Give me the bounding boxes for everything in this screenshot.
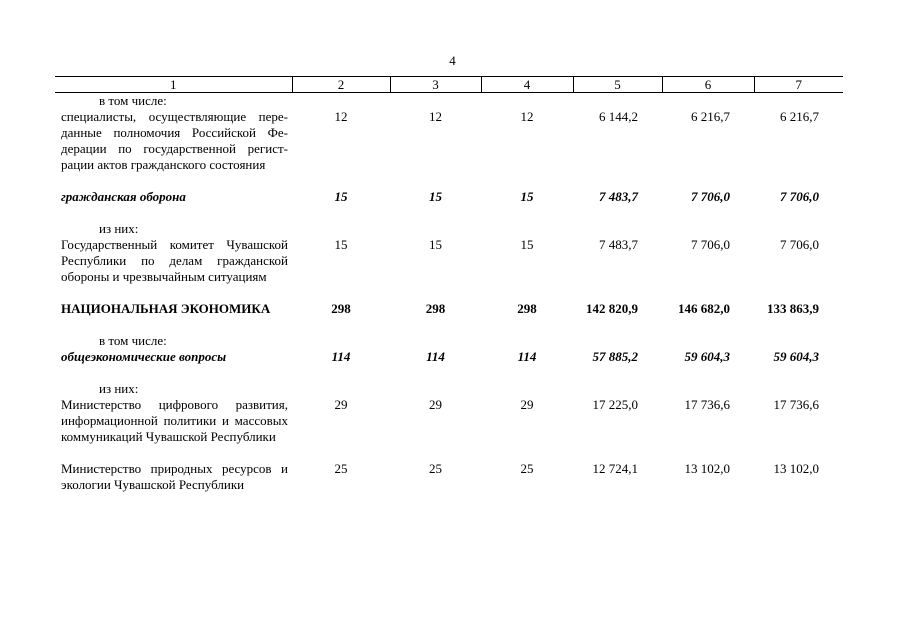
value-cell: 298	[517, 301, 537, 316]
row-name: Государственный комитет Чувашской Республики по делам гражданской обороны и чрезвычайным ситуациям	[61, 237, 288, 284]
value-cell: 298	[331, 301, 351, 316]
table-row	[55, 189, 843, 205]
value-cell: 25	[334, 461, 348, 476]
page-number: 4	[449, 53, 456, 68]
row-name: гражданская оборона	[61, 189, 186, 204]
row-subheading-cell	[55, 333, 292, 349]
column-header: 1	[55, 77, 292, 93]
table-row	[55, 109, 843, 173]
row-subheading-cell	[55, 381, 292, 397]
column-header: 6	[662, 77, 754, 93]
value-cell: 6 216,7	[691, 109, 730, 124]
value-cell: 114	[331, 349, 351, 364]
value-cell: 6 216,7	[780, 109, 819, 124]
column-header: 3	[390, 77, 481, 93]
value-cell: 17 225,0	[592, 397, 638, 412]
value-cell: 15	[520, 189, 534, 204]
value-cell: 6 144,2	[599, 109, 638, 124]
value-cell: 142 820,9	[586, 301, 638, 316]
value-cell: 7 706,0	[691, 189, 730, 204]
table-row	[55, 349, 843, 365]
table-row	[55, 93, 843, 110]
row-subheading: в том числе:	[99, 333, 167, 348]
row-subheading: в том числе:	[99, 93, 167, 108]
value-cell: 17 736,6	[684, 397, 730, 412]
row-subheading: из них:	[99, 221, 139, 236]
value-cell: 29	[429, 397, 442, 412]
row-name: Министерство цифрового развития, информационной политики и массовых коммуникаций Чувашской Республики	[61, 397, 288, 444]
column-header: 2	[292, 77, 390, 93]
value-cell: 25	[520, 461, 534, 476]
value-cell: 29	[334, 397, 348, 412]
value-cell: 7 706,0	[780, 237, 819, 252]
value-cell: 7 483,7	[599, 237, 638, 252]
row-name: НАЦИОНАЛЬНАЯ ЭКОНОМИКА	[61, 301, 271, 316]
value-cell: 13 102,0	[773, 461, 819, 476]
value-cell: 25	[429, 461, 442, 476]
value-cell: 15	[520, 237, 534, 252]
table-row	[55, 237, 843, 285]
row-name: специалисты, осуществляющие пере-данные полномочия Российской Фе-дерации по государственной регист-рации актов гражданского состояния	[61, 109, 288, 172]
table-row	[55, 381, 843, 397]
row-subheading: из них:	[99, 381, 139, 396]
value-cell: 12	[520, 109, 534, 124]
value-cell: 114	[517, 349, 537, 364]
value-cell: 7 706,0	[780, 189, 819, 204]
table-header-row	[55, 77, 843, 93]
value-cell: 17 736,6	[773, 397, 819, 412]
value-cell: 15	[429, 189, 442, 204]
row-subheading-cell	[55, 221, 292, 237]
value-cell: 12	[334, 109, 348, 124]
table-row	[55, 397, 843, 445]
value-cell: 13 102,0	[684, 461, 730, 476]
value-cell: 15	[334, 189, 348, 204]
column-header: 7	[754, 77, 843, 93]
table-row	[55, 461, 843, 493]
value-cell: 146 682,0	[678, 301, 730, 316]
table-row	[55, 333, 843, 349]
table-row	[55, 221, 843, 237]
value-cell: 59 604,3	[773, 349, 819, 364]
value-cell: 12 724,1	[592, 461, 638, 476]
value-cell: 7 706,0	[691, 237, 730, 252]
value-cell: 12	[429, 109, 442, 124]
value-cell: 15	[334, 237, 348, 252]
table-row	[55, 301, 843, 317]
value-cell: 298	[425, 301, 446, 316]
budget-table	[55, 76, 843, 493]
row-name: Министерство природных ресурсов и экологии Чувашской Республики	[61, 461, 288, 492]
value-cell: 114	[426, 349, 445, 364]
column-header: 5	[573, 77, 662, 93]
row-name: общеэкономические вопросы	[61, 349, 227, 364]
value-cell: 57 885,2	[592, 349, 638, 364]
value-cell: 15	[429, 237, 442, 252]
value-cell: 133 863,9	[767, 301, 819, 316]
column-header: 4	[481, 77, 573, 93]
row-subheading-cell	[55, 93, 292, 110]
value-cell: 59 604,3	[684, 349, 730, 364]
value-cell: 29	[520, 397, 534, 412]
value-cell: 7 483,7	[599, 189, 638, 204]
